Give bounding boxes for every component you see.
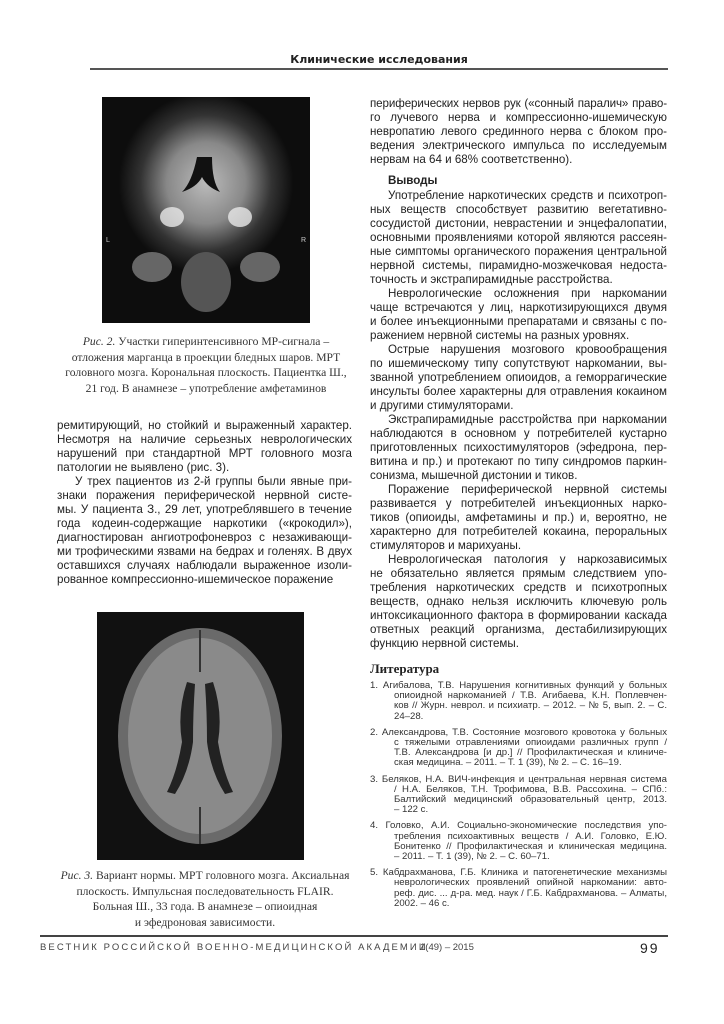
caption-line: Больная Ш., 33 года. В анамнезе – опиоидная bbox=[92, 900, 318, 914]
text-line: нервной системы, пирамидно-мозжечковая недоста- bbox=[370, 259, 667, 272]
text-line: развивается у потребителей инъекционных нарко- bbox=[370, 497, 667, 510]
caption-line: Вариант нормы. МРТ головного мозга. Аксиальная bbox=[96, 869, 350, 882]
text-line: – 2011. – Т. 1 (39), № 2. – С. 60–71. bbox=[394, 852, 550, 863]
figure-3-label: Рис. 3. bbox=[60, 869, 94, 882]
text-line: характерно для потребителей кокаина, пероральных bbox=[370, 525, 667, 538]
page-number: 99 bbox=[640, 940, 660, 956]
paragraph bbox=[370, 287, 667, 343]
footer-rule bbox=[40, 935, 668, 937]
text-line: ных веществ способствует развитию вегетативно- bbox=[370, 203, 667, 216]
text-line: Острые нарушения мозгового кровообращения bbox=[388, 343, 667, 356]
paragraph bbox=[370, 775, 667, 816]
paragraph bbox=[370, 189, 667, 287]
paragraph bbox=[57, 475, 352, 587]
caption-line: Участки гиперинтенсивного МР-сигнала – bbox=[118, 335, 330, 348]
text-line: требления наркотических средств и психотропных bbox=[370, 581, 667, 594]
text-line: 5. Кабдрахманова, Г.Б. Клиника и патогенетические механизмы bbox=[370, 868, 667, 879]
text-line: нарушений при стандартной МРТ головного мозга bbox=[57, 447, 352, 460]
text-line: требления психоактивных веществ / А.И. Головко, Е.Ю. bbox=[394, 831, 667, 842]
brain-axial-drawing bbox=[97, 612, 304, 860]
text-line: инсульты более характерны для отравления кокаином bbox=[370, 385, 667, 398]
text-line: ответных реакций организма, дестабилизирующих bbox=[370, 623, 667, 636]
text-line: Бонитенко // Профилактическая и клиническая медицина. bbox=[394, 841, 667, 852]
paragraph bbox=[370, 728, 667, 769]
text-line: ми трофическими язвами на бедрах и голенях. В двух bbox=[57, 545, 352, 558]
paragraph bbox=[370, 868, 667, 909]
text-line: не обязательно является прямым следствием упо- bbox=[370, 567, 667, 580]
text-line: мы. У пациента З., 29 лет, употреблявшего в течение bbox=[57, 503, 352, 516]
text-line: интоксикационного фактора в формировании каскада bbox=[370, 609, 667, 622]
text-line: 3. Беляков, Н.А. ВИЧ-инфекция и центральная нервная система bbox=[370, 774, 667, 785]
text-line: диагностирован ангиотрофоневроз с незаживающи- bbox=[57, 531, 352, 544]
text-line: сонизма, мышечной дистонии и тиков. bbox=[370, 469, 578, 482]
text-line: наблюдаются в основном у потребителей кустарно bbox=[370, 427, 667, 440]
paragraph bbox=[370, 97, 667, 167]
caption-line: отложения марганца в проекции бледных шаров. МРТ bbox=[71, 350, 341, 364]
text-line: рованное компрессионно-ишемическое поражение bbox=[57, 573, 334, 586]
references bbox=[370, 661, 667, 915]
paragraph bbox=[370, 413, 667, 483]
text-line: года кодеин-содержащие наркотики («крокодил»), bbox=[57, 517, 352, 530]
paragraph bbox=[57, 419, 352, 475]
text-line: витина и пр.) и протекают по типу синдромов паркин- bbox=[370, 455, 667, 468]
text-line: невропатию левого срединного нерва с блоком про- bbox=[370, 125, 667, 138]
text-line: го лучевого нерва и компрессионно-ишемическую bbox=[370, 111, 667, 124]
text-line: оставшихся случаях наблюдали выраженное изоли- bbox=[57, 559, 352, 572]
text-line: 2002. – 46 с. bbox=[394, 898, 450, 909]
text-line: 4. Головко, А.И. Социально-экономические последствия упо- bbox=[370, 821, 667, 832]
text-line: Поражение периферической нервной системы bbox=[388, 483, 667, 496]
paragraph bbox=[370, 681, 667, 722]
text-line: Неврологическая патология у наркозависимых bbox=[388, 553, 667, 566]
text-line: нервам на 64 и 68% соответственно). bbox=[370, 153, 573, 166]
issue-number: 1(49) – 2015 bbox=[420, 942, 474, 953]
text-line: основными проявлениями которой являются рассеян- bbox=[370, 231, 667, 244]
text-line: Балтийский медицинский образовательный центр, 2013. bbox=[394, 795, 667, 806]
left-body-text bbox=[57, 419, 352, 587]
text-line: У трех пациентов из 2-й группы были явные при- bbox=[75, 475, 352, 488]
text-line: – 122 с. bbox=[394, 805, 429, 816]
text-line: точность и экстрапирамидные расстройства. bbox=[370, 273, 613, 286]
text-line: стимуляторов и марихуаны. bbox=[370, 539, 522, 552]
figure-3-mri-axial bbox=[97, 612, 304, 860]
text-line: 24–28. bbox=[394, 711, 424, 722]
text-line: 2. Александрова, Т.В. Состояние мозгового кровотока у больных bbox=[370, 727, 667, 738]
text-line: Несмотря на наличие серьезных неврологических bbox=[57, 433, 352, 446]
text-line: опиоидной наркоманией / Т.В. Агибаева, К.Н. Поплевчен- bbox=[394, 691, 667, 702]
text-line: приготовленных психостимуляторов (эфедрона, пер- bbox=[370, 441, 667, 454]
caption-line: 21 год. В анамнезе – употребление амфетаминов bbox=[85, 381, 327, 395]
section-header: Клинические исследования bbox=[290, 53, 468, 66]
figure-3-caption bbox=[50, 868, 360, 930]
text-line: 1. Агибалова, Т.В. Нарушения когнитивных функций у больных bbox=[370, 681, 667, 691]
figure-2-label: Рис. 2. bbox=[82, 335, 116, 348]
text-line: чаще встречаются у лиц, наркотизирующихся двумя bbox=[370, 301, 667, 314]
text-line: Неврологические осложнения при наркомании bbox=[388, 287, 667, 300]
text-line: ков // Журн. неврол. и психиатр. – 2012. – № 5, вып. 2. – С. bbox=[394, 701, 667, 712]
text-line: веществ, однако нельзя исключить ключевую роль bbox=[370, 595, 667, 608]
references-heading: Литература bbox=[370, 661, 440, 676]
text-line: и другими стимуляторами. bbox=[370, 399, 514, 412]
header-rule bbox=[90, 68, 668, 70]
text-line: ремитирующий, но стойкий и выраженный характер. bbox=[57, 419, 352, 432]
caption-line: плоскость. Импульсная последовательность FLAIR. bbox=[76, 884, 334, 898]
text-line: ражением нервной системы на разных уровнях. bbox=[370, 329, 630, 342]
text-line: ведения электрического импульса по исследуемым bbox=[370, 139, 667, 152]
text-line: периферических нервов рук («сонный паралич» право- bbox=[370, 97, 667, 110]
text-line: реф. дис. ... д-ра. мед. наук / Г.Б. Кабдрахманова. – Алматы, bbox=[394, 888, 667, 899]
right-marker: R bbox=[300, 237, 306, 244]
text-line: с тяжелыми отравлениями опиоидами различных групп / bbox=[394, 738, 667, 749]
left-marker: L bbox=[106, 237, 110, 244]
text-line: знаки поражения периферической нервной систе- bbox=[57, 489, 352, 502]
text-line: функцию нервной системы. bbox=[370, 637, 519, 650]
text-line: и более инъекционными препаратами и связаны с по- bbox=[370, 315, 667, 328]
text-line: тиков (опиоиды, амфетамины и пр.) и, вероятно, не bbox=[370, 511, 667, 524]
brain-coronal-drawing bbox=[102, 97, 310, 323]
paragraph bbox=[370, 483, 667, 553]
paragraph bbox=[370, 821, 667, 862]
figure-2-mri-coronal bbox=[102, 97, 310, 323]
paragraph bbox=[370, 343, 667, 413]
text-line: ская медицина. – 2011. – Т. 1 (39), № 2. – С. 16–19. bbox=[394, 758, 622, 769]
text-line: неврологических проявлений опийной наркомании: авто- bbox=[394, 878, 667, 889]
text-line: сосудистой дистонии, неврастении и энцефалопатии, bbox=[370, 217, 667, 230]
text-line: Т.В. Александрова [и др.] // Профилактическая и клиниче- bbox=[394, 748, 667, 759]
caption-line: и эфедроновая зависимости. bbox=[134, 915, 276, 929]
right-body-text bbox=[370, 97, 667, 651]
text-line: ные симптомы органического поражения центральной bbox=[370, 245, 667, 258]
figure-2-caption bbox=[52, 334, 360, 396]
caption-line: головного мозга. Корональная плоскость. Пациентка Ш., bbox=[65, 366, 347, 380]
journal-name: ВЕСТНИК РОССИЙСКОЙ ВОЕННО-МЕДИЦИНСКОЙ АКАДЕМИИ bbox=[40, 942, 428, 953]
text-line: званной употреблением опиоидов, а геморрагические bbox=[370, 371, 667, 384]
text-line: патологии не выявлено (рис. 3). bbox=[57, 461, 230, 474]
text-line: Употребление наркотических средств и психотроп- bbox=[388, 189, 667, 202]
conclusions-heading: Выводы bbox=[388, 174, 438, 187]
paragraph bbox=[370, 553, 667, 651]
text-line: / Н.А. Беляков, Т.Н. Трофимова, В.В. Рассохина. – СПб.: bbox=[394, 784, 667, 795]
text-line: по ишемическому типу сопутствуют наркомании, вы- bbox=[370, 357, 667, 370]
text-line: Экстрапирамидные расстройства при наркомании bbox=[388, 413, 667, 426]
